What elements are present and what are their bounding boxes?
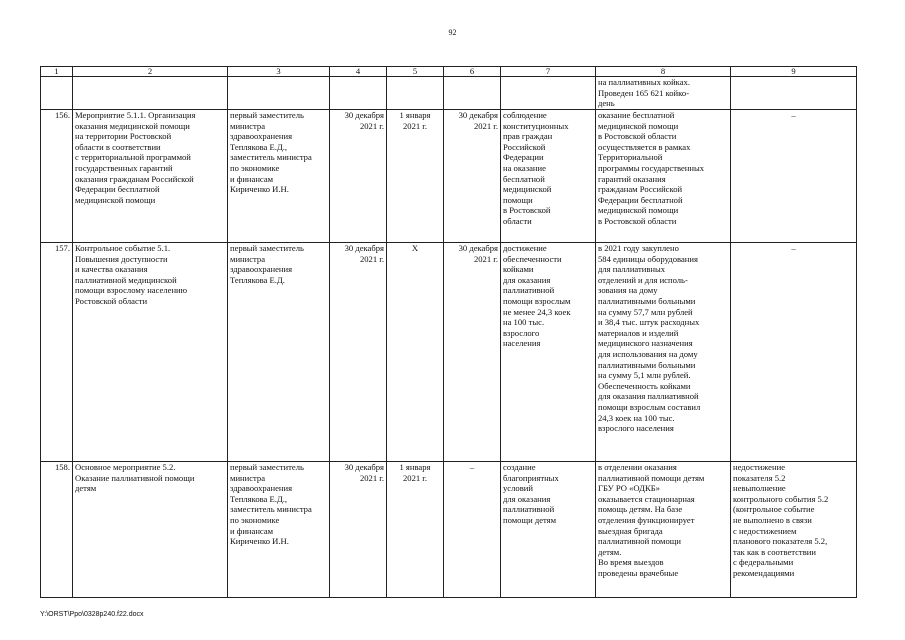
table-row-continuation	[41, 77, 857, 110]
activity-name: Мероприятие 5.1.1. Организация оказания медицинской помощи на территории Ростовской области в соответствии с территориальной программой государственных гарантий оказания гражданам Российской Федерации бесплатной медицинской помощи	[73, 110, 228, 243]
actual-result-cell: в отделении оказания паллиативной помощи детям ГБУ РО «ОДКБ» оказывается стационарная помощь детям. На базе отделения функционирует выездная бригада паллиативной помощи детям. Во время выездов проведены врачебные	[596, 462, 731, 598]
row-number: 157.	[41, 243, 73, 462]
footer-file-path: Y:\ORST\Ppo\0328p240.f22.docx	[40, 611, 144, 618]
plan-date-cell: 30 декабря 2021 г.	[330, 462, 387, 598]
column-header: 6	[444, 67, 501, 77]
column-header: 5	[387, 67, 444, 77]
column-header: 2	[73, 67, 228, 77]
activity-name: Контрольное событие 5.1. Повышения доступности и качества оказания паллиативной медицинской помощи взрослому населению Ростовской области	[73, 243, 228, 462]
result-cell: на паллиативных койках. Проведен 165 621 койко- день	[596, 77, 731, 110]
table-row	[41, 110, 857, 243]
row-number: 156.	[41, 110, 73, 243]
column-header: 8	[596, 67, 731, 77]
plan-date-cell: 30 декабря 2021 г.	[330, 243, 387, 462]
table-row	[41, 462, 857, 598]
actual-result-cell: оказание бесплатной медицинской помощи в Ростовской области осуществляется в рамках Территориальной программы государственных гарантий оказания гражданам Российской Федерации бесплатной медицинской помощи в Ростовской области	[596, 110, 731, 243]
column-header: 1	[41, 67, 73, 77]
deviation-cell: –	[731, 243, 857, 462]
deviation-cell: недостижение показателя 5.2 невыполнение контрольного события 5.2 (контрольное событие не выполнено в связи с недостижением планового показателя 5.2, так как в соответствии с федеральными рекомендациями	[731, 462, 857, 598]
column-header: 4	[330, 67, 387, 77]
plan-date-cell: 30 декабря 2021 г.	[330, 110, 387, 243]
end-date-cell: –	[444, 462, 501, 598]
table-row	[41, 243, 857, 462]
expected-result-cell: соблюдение конституционных прав граждан Российской Федерации на оказание бесплатной медицинской помощи в Ростовской области	[501, 110, 596, 243]
column-header: 3	[228, 67, 330, 77]
responsible-cell: первый заместитель министра здравоохранения Теплякова Е.Д., заместитель министра по экономике и финансам Кириченко И.Н.	[228, 462, 330, 598]
column-header: 7	[501, 67, 596, 77]
row-number: 158.	[41, 462, 73, 598]
responsible-cell: первый заместитель министра здравоохранения Теплякова Е.Д., заместитель министра по экономике и финансам Кириченко И.Н.	[228, 110, 330, 243]
deviation-cell: –	[731, 110, 857, 243]
column-header-row	[41, 67, 857, 77]
expected-result-cell: достижение обеспеченности койками для оказания паллиативной помощи взрослым не менее 24,3 коек на 100 тыс. взрослого населения	[501, 243, 596, 462]
page-number: 92	[448, 28, 457, 37]
end-date-cell: 30 декабря 2021 г.	[444, 243, 501, 462]
start-date-cell: 1 января 2021 г.	[387, 110, 444, 243]
document-table	[40, 66, 857, 598]
end-date-cell: 30 декабря 2021 г.	[444, 110, 501, 243]
start-date-cell: 1 января 2021 г.	[387, 462, 444, 598]
expected-result-cell: создание благоприятных условий для оказания паллиативной помощи детям	[501, 462, 596, 598]
activity-name: Основное мероприятие 5.2. Оказание паллиативной помощи детям	[73, 462, 228, 598]
start-date-cell: X	[387, 243, 444, 462]
column-header: 9	[731, 67, 857, 77]
responsible-cell: первый заместитель министра здравоохранения Теплякова Е.Д.	[228, 243, 330, 462]
actual-result-cell: в 2021 году закуплено 584 единицы оборудования для паллиативных отделений и для исполь- зования на дому паллиативными больными на сумму 57,7 млн рублей и 38,4 тыс. штук расходных материалов и изделий медицинского назначения для использования на дому паллиативными больными на сумму 5,1 млн рублей. Обеспеченность койками для оказания паллиативной помощи взрослым составил 24,3 коек на 100 тыс. взрослого населения	[596, 243, 731, 462]
